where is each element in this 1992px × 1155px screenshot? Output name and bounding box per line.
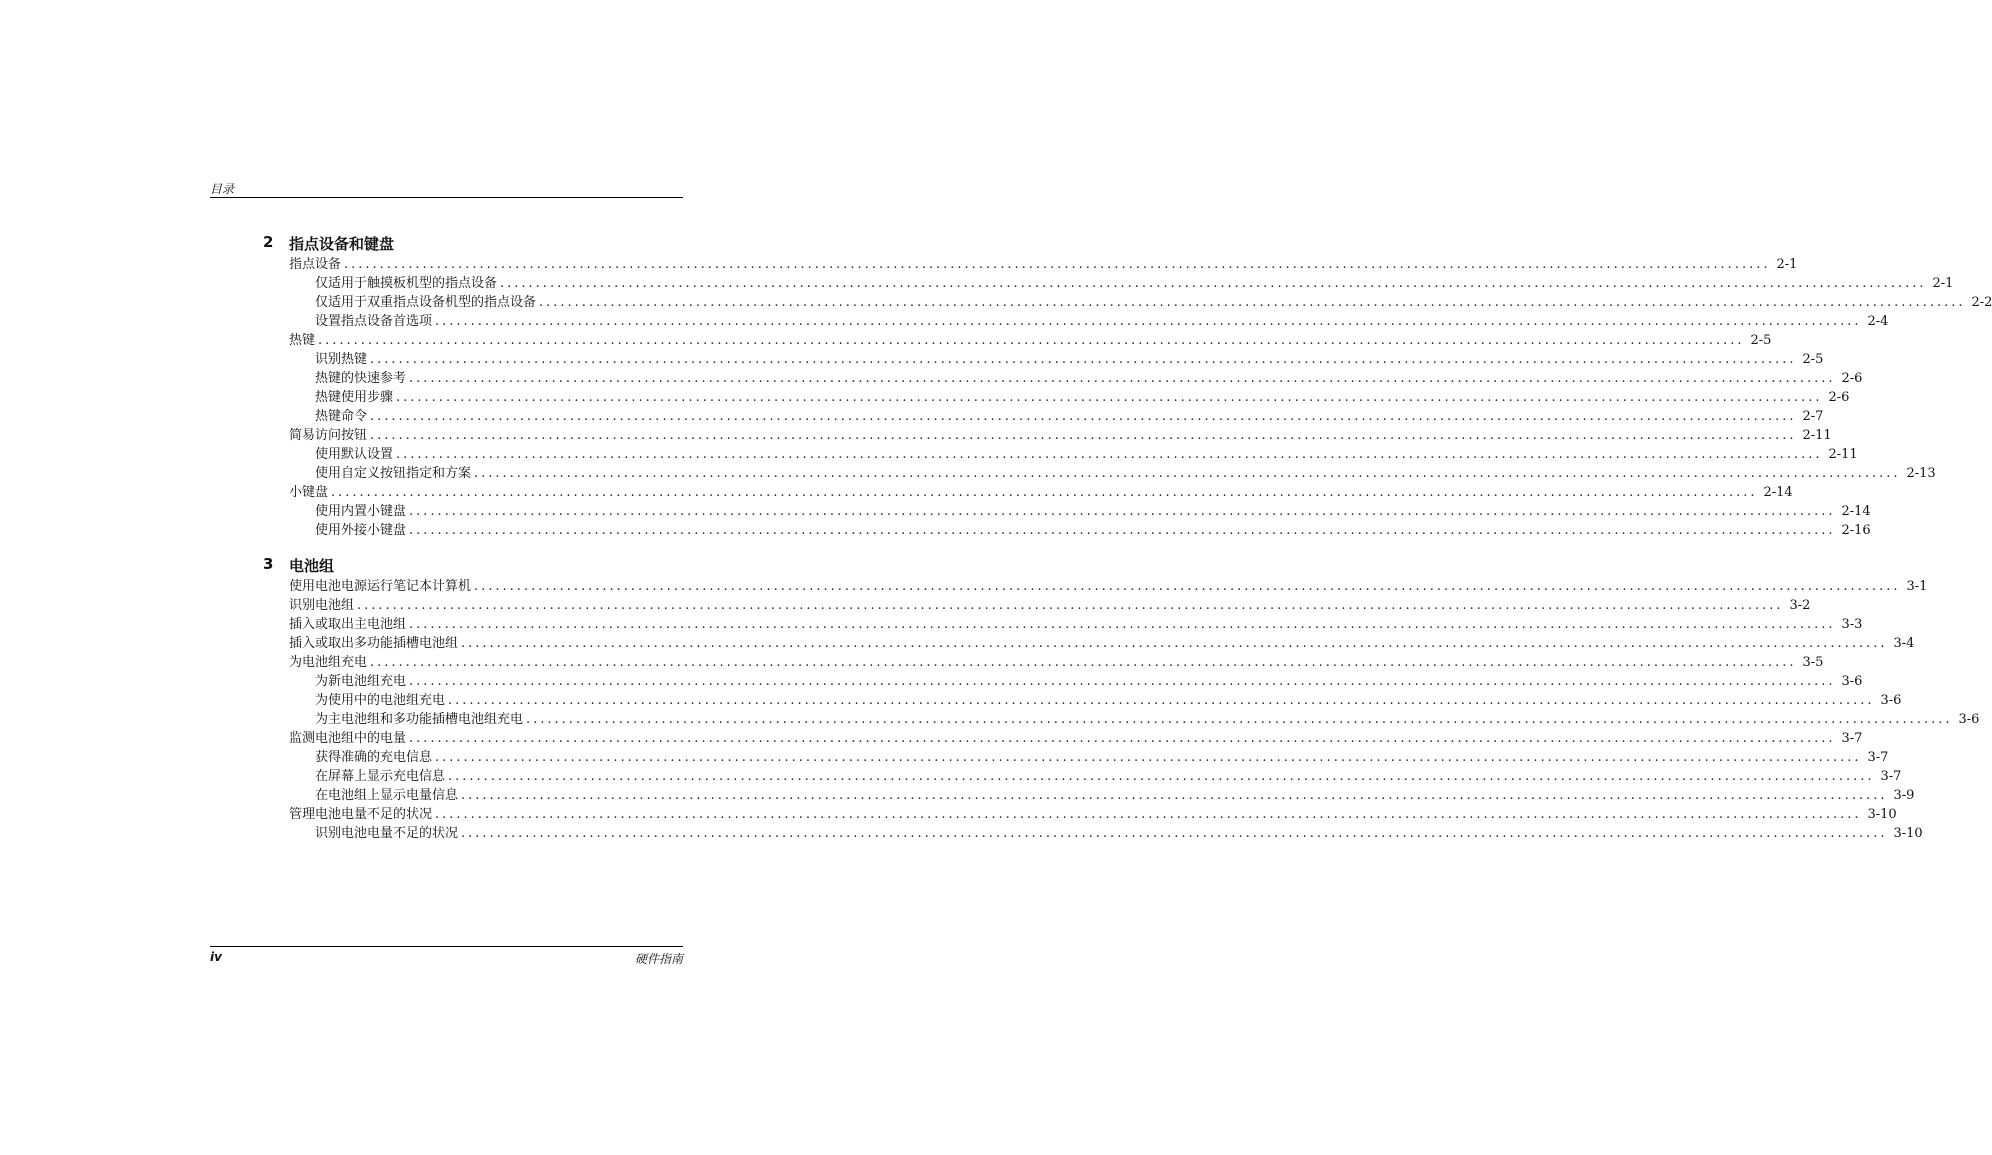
toc-entry-title: 为电池组充电 — [289, 655, 368, 670]
toc-entry-title: 使用电池电源运行笔记本计算机 — [289, 579, 472, 594]
footer-rule — [210, 946, 683, 947]
toc-entry-title: 设置指点设备首选项 — [315, 314, 433, 329]
toc-entry-page: 3-7 — [1880, 769, 1902, 784]
chapter-heading — [210, 555, 683, 577]
chapter-3 — [210, 555, 1980, 843]
chapter-number: 3 — [263, 555, 274, 573]
toc-entry-page: 2-5 — [1802, 352, 1824, 367]
toc-entries — [210, 255, 1992, 540]
toc-entry[interactable] — [210, 312, 1889, 331]
toc-entry-title: 为使用中的电池组充电 — [315, 693, 446, 708]
toc-entry-title: 管理电池电量不足的状况 — [289, 807, 433, 822]
toc-entry-page: 3-5 — [1802, 655, 1824, 670]
toc-entry-page: 2-14 — [1763, 485, 1793, 500]
dot-leader: ........................................................................................................................................................................................................ — [318, 333, 1745, 348]
dot-leader: ........................................................................................................................................................................................................ — [370, 655, 1797, 670]
toc-entry[interactable] — [210, 521, 1871, 540]
toc-entry[interactable] — [210, 388, 1850, 407]
chapter-heading — [210, 233, 683, 255]
toc-entry-page: 2-6 — [1828, 390, 1850, 405]
toc-entry[interactable] — [210, 255, 1798, 274]
header-rule — [210, 197, 683, 198]
toc-entry[interactable] — [210, 729, 1863, 748]
toc-entry-page: 2-4 — [1867, 314, 1889, 329]
toc-entry-page: 3-6 — [1841, 674, 1863, 689]
toc-entry-page: 3-3 — [1841, 617, 1863, 632]
dot-leader: ........................................................................................................................................................................................................ — [474, 579, 1901, 594]
toc-entries — [210, 577, 1980, 843]
dot-leader: ........................................................................................................................................................................................................ — [539, 295, 1966, 310]
dot-leader: ........................................................................................................................................................................................................ — [461, 826, 1888, 841]
toc-entry[interactable] — [210, 274, 1954, 293]
dot-leader: ........................................................................................................................................................................................................ — [409, 674, 1836, 689]
toc-entry[interactable] — [210, 445, 1858, 464]
dot-leader: ........................................................................................................................................................................................................ — [396, 447, 1823, 462]
toc-entry-page: 3-6 — [1880, 693, 1902, 708]
toc-entry[interactable] — [210, 634, 1915, 653]
toc-entry[interactable] — [210, 596, 1811, 615]
toc-entry[interactable] — [210, 293, 1992, 312]
dot-leader: ........................................................................................................................................................................................................ — [409, 731, 1836, 746]
toc-entry-title: 热键命令 — [315, 409, 368, 424]
dot-leader: ........................................................................................................................................................................................................ — [357, 598, 1784, 613]
toc-entry-title: 指点设备 — [289, 257, 342, 272]
toc-entry-title: 为主电池组和多功能插槽电池组充电 — [315, 712, 524, 727]
toc-entry-title: 仅适用于触摸板机型的指点设备 — [315, 276, 498, 291]
toc-entry-title: 为新电池组充电 — [315, 674, 407, 689]
toc-entry[interactable] — [210, 464, 1936, 483]
chapter-title: 指点设备和键盘 — [289, 235, 395, 253]
dot-leader: ........................................................................................................................................................................................................ — [370, 352, 1797, 367]
toc-entry[interactable] — [210, 710, 1980, 729]
dot-leader: ........................................................................................................................................................................................................ — [409, 617, 1836, 632]
toc-entry[interactable] — [210, 369, 1863, 388]
toc-entry-title: 使用自定义按钮指定和方案 — [315, 466, 472, 481]
toc-entry-title: 插入或取出主电池组 — [289, 617, 407, 632]
dot-leader: ........................................................................................................................................................................................................ — [370, 409, 1797, 424]
chapter-number: 2 — [263, 233, 274, 251]
toc-entry-title: 识别热键 — [315, 352, 368, 367]
dot-leader: ........................................................................................................................................................................................................ — [409, 504, 1836, 519]
toc-entry-title: 小键盘 — [289, 485, 329, 500]
toc-entry-page: 2-2 — [1971, 295, 1992, 310]
toc-entry-page: 3-4 — [1893, 636, 1915, 651]
toc-entry-page: 2-1 — [1776, 257, 1798, 272]
toc-entry-page: 3-2 — [1789, 598, 1811, 613]
toc-entry-page: 2-1 — [1932, 276, 1954, 291]
dot-leader: ........................................................................................................................................................................................................ — [344, 257, 1771, 272]
dot-leader: ........................................................................................................................................................................................................ — [435, 807, 1862, 822]
toc-entry-title: 插入或取出多功能插槽电池组 — [289, 636, 459, 651]
footer-book-title: 硬件指南 — [634, 952, 683, 966]
toc-entry-page: 2-11 — [1802, 428, 1832, 443]
toc-entry-page: 2-14 — [1841, 504, 1871, 519]
footer-page-number: iv — [210, 950, 222, 964]
toc-entry[interactable] — [210, 577, 1928, 596]
toc-entry[interactable] — [210, 350, 1824, 369]
dot-leader: ........................................................................................................................................................................................................ — [461, 788, 1888, 803]
toc-entry-page: 2-6 — [1841, 371, 1863, 386]
toc-entry-page: 3-7 — [1867, 750, 1889, 765]
dot-leader: ........................................................................................................................................................................................................ — [461, 636, 1888, 651]
toc-entry-page: 2-16 — [1841, 523, 1871, 538]
toc-entry-title: 热键 — [289, 333, 316, 348]
dot-leader: ........................................................................................................................................................................................................ — [448, 693, 1875, 708]
toc-entry-page: 3-6 — [1958, 712, 1980, 727]
toc-entry[interactable] — [210, 653, 1824, 672]
dot-leader: ........................................................................................................................................................................................................ — [474, 466, 1901, 481]
toc-entry-title: 获得准确的充电信息 — [315, 750, 433, 765]
dot-leader: ........................................................................................................................................................................................................ — [435, 314, 1862, 329]
toc-entry-page: 2-5 — [1750, 333, 1772, 348]
toc-entry[interactable] — [210, 426, 1832, 445]
toc-entry-title: 使用外接小键盘 — [315, 523, 407, 538]
toc-entry-title: 识别电池组 — [289, 598, 355, 613]
dot-leader: ........................................................................................................................................................................................................ — [370, 428, 1797, 443]
dot-leader: ........................................................................................................................................................................................................ — [396, 390, 1823, 405]
toc-entry-page: 2-7 — [1802, 409, 1824, 424]
toc-entry[interactable] — [210, 786, 1915, 805]
toc-entry-title: 在屏幕上显示充电信息 — [315, 769, 446, 784]
dot-leader: ........................................................................................................................................................................................................ — [500, 276, 1927, 291]
toc-entry[interactable] — [210, 767, 1902, 786]
chapter-2 — [210, 233, 1992, 540]
toc-entry[interactable] — [210, 483, 1793, 502]
dot-leader: ........................................................................................................................................................................................................ — [448, 769, 1875, 784]
toc-entry-page: 3-9 — [1893, 788, 1915, 803]
toc-entry-page: 3-1 — [1906, 579, 1928, 594]
toc-entry-page: 2-11 — [1828, 447, 1858, 462]
toc-entry-page: 3-10 — [1893, 826, 1923, 841]
toc-entry[interactable] — [210, 672, 1863, 691]
running-head-title: 目录 — [210, 182, 235, 196]
toc-entry-page: 2-13 — [1906, 466, 1936, 481]
toc-entry-title: 识别电池电量不足的状况 — [315, 826, 459, 841]
dot-leader: ........................................................................................................................................................................................................ — [409, 371, 1836, 386]
dot-leader: ........................................................................................................................................................................................................ — [526, 712, 1953, 727]
toc-entry[interactable] — [210, 691, 1902, 710]
toc-entry[interactable] — [210, 805, 1897, 824]
dot-leader: ........................................................................................................................................................................................................ — [331, 485, 1758, 500]
toc-entry[interactable] — [210, 748, 1889, 767]
toc-entry-page: 3-7 — [1841, 731, 1863, 746]
dot-leader: ........................................................................................................................................................................................................ — [409, 523, 1836, 538]
toc-entry[interactable] — [210, 502, 1871, 521]
toc-entry-title: 仅适用于双重指点设备机型的指点设备 — [315, 295, 537, 310]
toc-entry[interactable] — [210, 407, 1824, 426]
toc-entry-title: 在电池组上显示电量信息 — [315, 788, 459, 803]
toc-entry-title: 使用内置小键盘 — [315, 504, 407, 519]
toc-entry-title: 使用默认设置 — [315, 447, 394, 462]
dot-leader: ........................................................................................................................................................................................................ — [435, 750, 1862, 765]
toc-entry[interactable] — [210, 331, 1772, 350]
toc-entry[interactable] — [210, 615, 1863, 634]
toc-entry-title: 热键使用步骤 — [315, 390, 394, 405]
toc-entry[interactable] — [210, 824, 1923, 843]
toc-entry-page: 3-10 — [1867, 807, 1897, 822]
chapter-title: 电池组 — [289, 557, 335, 575]
toc-entry-title: 简易访问按钮 — [289, 428, 368, 443]
toc-entry-title: 监测电池组中的电量 — [289, 731, 407, 746]
toc-entry-title: 热键的快速参考 — [315, 371, 407, 386]
